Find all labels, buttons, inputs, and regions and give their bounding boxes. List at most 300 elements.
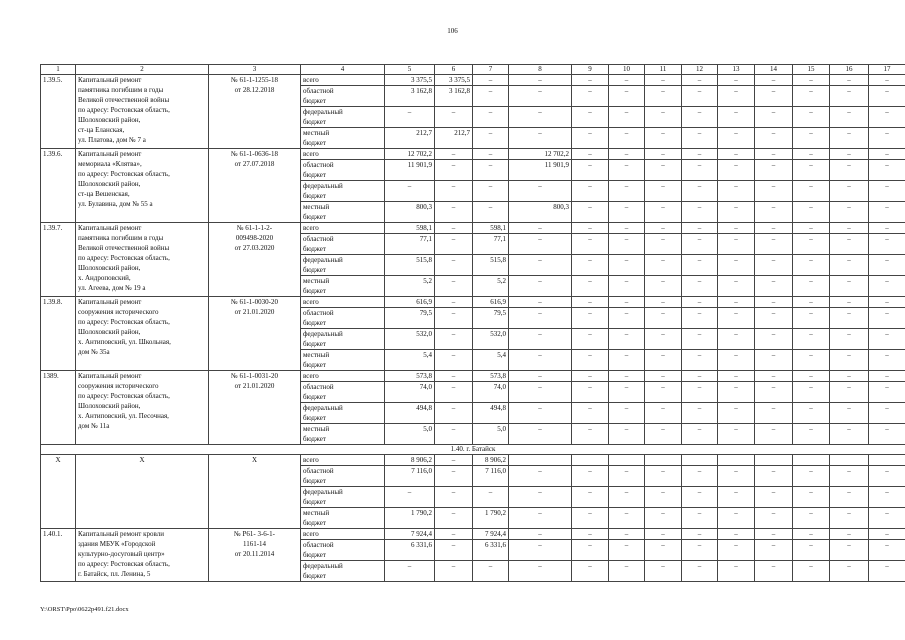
text-line: Шолоховский район, bbox=[78, 402, 141, 410]
value-cell: – bbox=[793, 75, 830, 86]
value-cell: – bbox=[572, 181, 609, 202]
value-cell: – bbox=[509, 329, 572, 350]
value-cell: – bbox=[869, 403, 905, 424]
object-name-cell bbox=[76, 529, 209, 582]
text-line: ст-ца Еланская, bbox=[78, 126, 125, 134]
value-cell: – bbox=[830, 202, 869, 223]
text-line: X bbox=[139, 456, 145, 464]
value-cell: – bbox=[435, 149, 473, 160]
value-cell: – bbox=[793, 223, 830, 234]
value-cell: 800,3 bbox=[509, 202, 572, 223]
value-cell: – bbox=[609, 529, 645, 540]
column-number-cell: 10 bbox=[609, 65, 645, 75]
value-cell: – bbox=[645, 223, 682, 234]
value-cell: – bbox=[473, 86, 509, 107]
value-cell: – bbox=[869, 508, 905, 529]
value-cell: – bbox=[793, 181, 830, 202]
text-line: ул. Агеева, дом № 19 а bbox=[78, 284, 146, 292]
column-number-cell: 12 bbox=[682, 65, 718, 75]
value-cell: – bbox=[869, 234, 905, 255]
value-cell: – bbox=[645, 160, 682, 181]
value-cell: 11 901,9 bbox=[509, 160, 572, 181]
value-cell: – bbox=[473, 75, 509, 86]
text-line: всего bbox=[303, 76, 319, 84]
value-cell: – bbox=[755, 223, 793, 234]
value-cell: 5,0 bbox=[385, 424, 435, 445]
value-cell: – bbox=[509, 234, 572, 255]
value-cell: – bbox=[755, 160, 793, 181]
text-line: всего bbox=[303, 530, 319, 538]
funding-source-cell bbox=[301, 181, 385, 202]
value-cell: – bbox=[609, 403, 645, 424]
value-cell: – bbox=[869, 540, 905, 561]
text-line: областной bbox=[303, 383, 334, 391]
value-cell: – bbox=[645, 382, 682, 403]
value-cell: – bbox=[755, 107, 793, 128]
funding-source-cell bbox=[301, 75, 385, 86]
value-cell: – bbox=[435, 424, 473, 445]
text-line: федеральный bbox=[303, 108, 343, 116]
text-line: Шолоховский район, bbox=[78, 328, 141, 336]
table-row bbox=[41, 371, 905, 382]
value-cell: – bbox=[793, 149, 830, 160]
value-cell: – bbox=[435, 508, 473, 529]
text-line: 1161-14 bbox=[242, 540, 267, 548]
value-cell: – bbox=[793, 466, 830, 487]
text-line: дом № 35а bbox=[78, 348, 110, 356]
text-line: г. Батайск, пл. Ленина, 5 bbox=[78, 570, 151, 578]
value-cell: – bbox=[682, 350, 718, 371]
value-cell: – bbox=[509, 540, 572, 561]
value-cell: – bbox=[793, 540, 830, 561]
value-cell: – bbox=[682, 329, 718, 350]
value-cell: – bbox=[793, 487, 830, 508]
value-cell: – bbox=[435, 308, 473, 329]
value-cell: – bbox=[830, 529, 869, 540]
value-cell: – bbox=[572, 529, 609, 540]
value-cell bbox=[572, 455, 609, 466]
text-line: от 21.01.2020 bbox=[234, 308, 275, 316]
value-cell: – bbox=[609, 466, 645, 487]
value-cell: – bbox=[435, 466, 473, 487]
value-cell: – bbox=[830, 329, 869, 350]
value-cell: – bbox=[609, 75, 645, 86]
value-cell: – bbox=[509, 297, 572, 308]
value-cell: – bbox=[755, 329, 793, 350]
funding-source-cell bbox=[301, 382, 385, 403]
financing-table bbox=[40, 64, 905, 582]
value-cell: 573,8 bbox=[473, 371, 509, 382]
value-cell: – bbox=[682, 223, 718, 234]
value-cell: – bbox=[869, 128, 905, 149]
value-cell: – bbox=[572, 149, 609, 160]
value-cell: – bbox=[509, 255, 572, 276]
object-name-cell bbox=[76, 223, 209, 297]
value-cell: – bbox=[645, 403, 682, 424]
value-cell: – bbox=[435, 403, 473, 424]
value-cell: – bbox=[385, 107, 435, 128]
value-cell: – bbox=[572, 107, 609, 128]
value-cell: – bbox=[572, 382, 609, 403]
text-line: областной bbox=[303, 467, 334, 475]
document-cell bbox=[209, 75, 301, 149]
value-cell: – bbox=[572, 350, 609, 371]
value-cell: – bbox=[572, 202, 609, 223]
value-cell: – bbox=[869, 86, 905, 107]
value-cell: – bbox=[830, 350, 869, 371]
value-cell: – bbox=[682, 466, 718, 487]
text-line: местный bbox=[303, 351, 330, 359]
value-cell: 5,4 bbox=[473, 350, 509, 371]
value-cell: – bbox=[682, 382, 718, 403]
value-cell: – bbox=[830, 128, 869, 149]
value-cell: – bbox=[830, 160, 869, 181]
value-cell: – bbox=[718, 160, 755, 181]
text-line: х. Андроповский, bbox=[78, 274, 131, 282]
value-cell: – bbox=[609, 234, 645, 255]
text-line: № 61-1-0030-20 bbox=[231, 298, 278, 306]
value-cell: – bbox=[869, 107, 905, 128]
value-cell: – bbox=[509, 181, 572, 202]
value-cell: – bbox=[609, 181, 645, 202]
value-cell: – bbox=[572, 508, 609, 529]
value-cell: – bbox=[609, 107, 645, 128]
value-cell: – bbox=[572, 160, 609, 181]
value-cell: – bbox=[755, 508, 793, 529]
value-cell: – bbox=[435, 107, 473, 128]
value-cell: – bbox=[645, 107, 682, 128]
text-line: бюджет bbox=[303, 519, 326, 527]
value-cell: 7 116,0 bbox=[473, 466, 509, 487]
value-cell: – bbox=[609, 382, 645, 403]
value-cell: 1 790,2 bbox=[473, 508, 509, 529]
value-cell: 573,8 bbox=[385, 371, 435, 382]
value-cell: 515,8 bbox=[385, 255, 435, 276]
value-cell: – bbox=[609, 424, 645, 445]
value-cell: – bbox=[718, 297, 755, 308]
text-line: бюджет bbox=[303, 498, 326, 506]
value-cell: – bbox=[609, 329, 645, 350]
text-line: федеральный bbox=[303, 488, 343, 496]
value-cell: – bbox=[869, 308, 905, 329]
value-cell: – bbox=[793, 382, 830, 403]
value-cell: – bbox=[793, 234, 830, 255]
value-cell: – bbox=[830, 540, 869, 561]
text-line: памятника погибшим в годы bbox=[78, 86, 164, 94]
text-line: по адресу: Ростовская область, bbox=[78, 392, 170, 400]
text-line: Капитальный ремонт bbox=[78, 372, 142, 380]
text-line: по адресу: Ростовская область, bbox=[78, 170, 170, 178]
value-cell: – bbox=[572, 86, 609, 107]
value-cell: – bbox=[793, 371, 830, 382]
value-cell: – bbox=[682, 86, 718, 107]
text-line: № Р61- 3-6-1- bbox=[234, 530, 275, 538]
value-cell: – bbox=[793, 107, 830, 128]
value-cell: – bbox=[755, 466, 793, 487]
text-line: всего bbox=[303, 298, 319, 306]
value-cell: – bbox=[718, 540, 755, 561]
value-cell: – bbox=[793, 128, 830, 149]
funding-source-cell bbox=[301, 308, 385, 329]
value-cell bbox=[509, 455, 572, 466]
value-cell: 5,2 bbox=[473, 276, 509, 297]
text-line: областной bbox=[303, 161, 334, 169]
text-line: местный bbox=[303, 509, 330, 517]
value-cell: – bbox=[682, 487, 718, 508]
text-line: федеральный bbox=[303, 330, 343, 338]
item-id-cell: 1.40.1. bbox=[41, 529, 76, 582]
document-cell bbox=[209, 223, 301, 297]
text-line: памятника погибшим в годы bbox=[78, 234, 164, 242]
item-id-cell: 1389. bbox=[41, 371, 76, 445]
value-cell: – bbox=[869, 160, 905, 181]
value-cell: – bbox=[645, 202, 682, 223]
value-cell: – bbox=[572, 424, 609, 445]
value-cell: – bbox=[385, 181, 435, 202]
value-cell: – bbox=[609, 308, 645, 329]
value-cell: – bbox=[509, 371, 572, 382]
text-line: от 27.03.2020 bbox=[234, 244, 275, 252]
value-cell: – bbox=[435, 561, 473, 582]
value-cell: – bbox=[645, 308, 682, 329]
value-cell: 77,1 bbox=[473, 234, 509, 255]
column-number-cell: 11 bbox=[645, 65, 682, 75]
value-cell: – bbox=[718, 149, 755, 160]
value-cell: – bbox=[385, 561, 435, 582]
value-cell: – bbox=[830, 424, 869, 445]
value-cell: – bbox=[609, 371, 645, 382]
text-line: по адресу: Ростовская область, bbox=[78, 106, 170, 114]
value-cell: – bbox=[645, 86, 682, 107]
value-cell: – bbox=[793, 276, 830, 297]
value-cell: – bbox=[718, 371, 755, 382]
financing-table-wrapper bbox=[40, 64, 891, 582]
text-line: по адресу: Ростовская область, bbox=[78, 318, 170, 326]
text-line: по адресу: Ростовская область, bbox=[78, 254, 170, 262]
item-id-cell: 1.39.7. bbox=[41, 223, 76, 297]
value-cell: – bbox=[645, 371, 682, 382]
text-line: всего bbox=[303, 224, 319, 232]
value-cell: – bbox=[718, 107, 755, 128]
value-cell: – bbox=[718, 561, 755, 582]
value-cell: – bbox=[435, 371, 473, 382]
value-cell: 532,0 bbox=[473, 329, 509, 350]
value-cell: – bbox=[435, 382, 473, 403]
funding-source-cell bbox=[301, 350, 385, 371]
text-line: Шолоховский район, bbox=[78, 264, 141, 272]
text-line: бюджет bbox=[303, 477, 326, 485]
value-cell: – bbox=[509, 223, 572, 234]
value-cell: – bbox=[830, 487, 869, 508]
text-line: бюджет bbox=[303, 414, 326, 422]
value-cell: – bbox=[609, 561, 645, 582]
value-cell: 494,8 bbox=[473, 403, 509, 424]
column-number-cell: 8 bbox=[509, 65, 572, 75]
text-line: областной bbox=[303, 87, 334, 95]
value-cell: – bbox=[645, 75, 682, 86]
value-cell: – bbox=[509, 508, 572, 529]
value-cell: – bbox=[385, 487, 435, 508]
text-line: местный bbox=[303, 425, 330, 433]
value-cell: 3 162,8 bbox=[435, 86, 473, 107]
funding-source-cell bbox=[301, 149, 385, 160]
value-cell: – bbox=[609, 86, 645, 107]
text-line: бюджет bbox=[303, 435, 326, 443]
value-cell: 616,9 bbox=[473, 297, 509, 308]
value-cell: – bbox=[509, 382, 572, 403]
text-line: бюджет bbox=[303, 266, 326, 274]
funding-source-cell bbox=[301, 540, 385, 561]
value-cell: – bbox=[869, 371, 905, 382]
text-line: всего bbox=[303, 150, 319, 158]
funding-source-cell bbox=[301, 202, 385, 223]
value-cell: – bbox=[572, 329, 609, 350]
funding-source-cell bbox=[301, 297, 385, 308]
funding-source-cell bbox=[301, 403, 385, 424]
item-id-cell: 1.39.6. bbox=[41, 149, 76, 223]
value-cell: – bbox=[682, 508, 718, 529]
text-line: х. Антиповский, ул. Песочная, bbox=[78, 412, 169, 420]
value-cell: – bbox=[718, 181, 755, 202]
table-row bbox=[41, 455, 905, 466]
text-line: Капитальный ремонт bbox=[78, 224, 142, 232]
value-cell: – bbox=[645, 529, 682, 540]
funding-source-cell bbox=[301, 223, 385, 234]
value-cell: 616,9 bbox=[385, 297, 435, 308]
text-line: бюджет bbox=[303, 319, 326, 327]
value-cell: 77,1 bbox=[385, 234, 435, 255]
object-name-cell bbox=[76, 455, 209, 529]
value-cell: – bbox=[793, 403, 830, 424]
value-cell: 74,0 bbox=[473, 382, 509, 403]
text-line: № 61-1-0636-18 bbox=[231, 150, 278, 158]
value-cell: – bbox=[755, 382, 793, 403]
text-line: дом № 11а bbox=[78, 422, 110, 430]
value-cell: 532,0 bbox=[385, 329, 435, 350]
value-cell: – bbox=[755, 255, 793, 276]
value-cell: – bbox=[718, 86, 755, 107]
value-cell: – bbox=[718, 276, 755, 297]
text-line: Капитальный ремонт bbox=[78, 150, 142, 158]
value-cell: 3 375,5 bbox=[435, 75, 473, 86]
value-cell: – bbox=[718, 529, 755, 540]
value-cell: 212,7 bbox=[385, 128, 435, 149]
funding-source-cell bbox=[301, 529, 385, 540]
object-name-cell bbox=[76, 149, 209, 223]
value-cell: – bbox=[473, 487, 509, 508]
value-cell: – bbox=[830, 234, 869, 255]
value-cell: – bbox=[645, 276, 682, 297]
value-cell: 79,5 bbox=[473, 308, 509, 329]
text-line: от 21.01.2020 bbox=[234, 382, 275, 390]
text-line: Капитальный ремонт кровли bbox=[78, 530, 164, 538]
text-line: Капитальный ремонт bbox=[78, 76, 142, 84]
value-cell: – bbox=[755, 181, 793, 202]
column-number-cell: 6 bbox=[435, 65, 473, 75]
value-cell: – bbox=[572, 308, 609, 329]
value-cell: – bbox=[645, 234, 682, 255]
text-line: сооружения исторического bbox=[78, 308, 159, 316]
column-number-cell: 2 bbox=[76, 65, 209, 75]
object-name-cell bbox=[76, 297, 209, 371]
value-cell: – bbox=[509, 424, 572, 445]
value-cell: – bbox=[435, 202, 473, 223]
text-line: бюджет bbox=[303, 171, 326, 179]
value-cell: – bbox=[645, 181, 682, 202]
value-cell: 12 702,2 bbox=[509, 149, 572, 160]
value-cell: – bbox=[435, 234, 473, 255]
text-line: Шолоховский район, bbox=[78, 116, 141, 124]
value-cell: – bbox=[609, 297, 645, 308]
text-line: х. Антиповский, ул. Школьная, bbox=[78, 338, 171, 346]
value-cell: – bbox=[572, 466, 609, 487]
value-cell: – bbox=[435, 487, 473, 508]
document-cell bbox=[209, 455, 301, 529]
value-cell: 800,3 bbox=[385, 202, 435, 223]
funding-source-cell bbox=[301, 160, 385, 181]
value-cell: – bbox=[830, 508, 869, 529]
value-cell: – bbox=[572, 371, 609, 382]
value-cell: – bbox=[718, 234, 755, 255]
value-cell: 5,2 bbox=[385, 276, 435, 297]
value-cell: – bbox=[869, 223, 905, 234]
value-cell: – bbox=[609, 276, 645, 297]
value-cell: 79,5 bbox=[385, 308, 435, 329]
value-cell: – bbox=[869, 181, 905, 202]
value-cell: – bbox=[869, 466, 905, 487]
value-cell: – bbox=[609, 487, 645, 508]
funding-source-cell bbox=[301, 561, 385, 582]
page-number: 106 bbox=[447, 27, 458, 35]
item-id-cell: 1.39.8. bbox=[41, 297, 76, 371]
value-cell: – bbox=[682, 234, 718, 255]
value-cell: – bbox=[609, 255, 645, 276]
value-cell: – bbox=[609, 350, 645, 371]
value-cell: – bbox=[718, 403, 755, 424]
value-cell: – bbox=[473, 202, 509, 223]
value-cell: – bbox=[830, 297, 869, 308]
text-line: сооружения исторического bbox=[78, 382, 159, 390]
value-cell: – bbox=[682, 181, 718, 202]
value-cell: – bbox=[572, 75, 609, 86]
funding-source-cell bbox=[301, 86, 385, 107]
value-cell: – bbox=[793, 202, 830, 223]
value-cell: – bbox=[793, 255, 830, 276]
value-cell: – bbox=[572, 255, 609, 276]
column-number-cell: 13 bbox=[718, 65, 755, 75]
value-cell: – bbox=[869, 276, 905, 297]
value-cell: 5,4 bbox=[385, 350, 435, 371]
value-cell: – bbox=[473, 128, 509, 149]
value-cell: – bbox=[682, 75, 718, 86]
value-cell: 12 702,2 bbox=[385, 149, 435, 160]
table-row bbox=[41, 149, 905, 160]
value-cell: – bbox=[755, 350, 793, 371]
value-cell: – bbox=[645, 255, 682, 276]
value-cell: – bbox=[572, 561, 609, 582]
text-line: областной bbox=[303, 541, 334, 549]
value-cell: – bbox=[435, 160, 473, 181]
text-line: мемориала «Клятва», bbox=[78, 160, 142, 168]
value-cell: – bbox=[793, 508, 830, 529]
text-line: областной bbox=[303, 235, 334, 243]
text-line: ст-ца Вешенская, bbox=[78, 190, 130, 198]
value-cell: – bbox=[869, 487, 905, 508]
value-cell: 515,8 bbox=[473, 255, 509, 276]
text-line: бюджет bbox=[303, 393, 326, 401]
value-cell: – bbox=[755, 487, 793, 508]
value-cell: – bbox=[435, 276, 473, 297]
